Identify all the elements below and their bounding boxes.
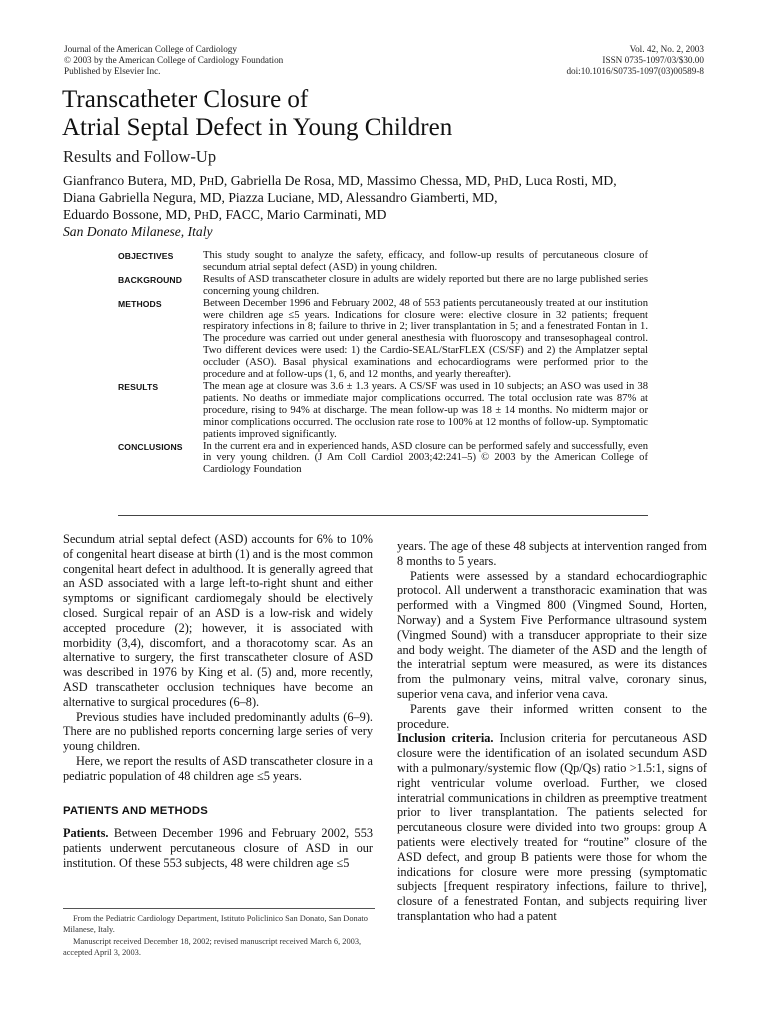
intro-paragraph-2: Previous studies have included predominantly adults (6–9). There are no published reports concerning large series of very young children. (63, 709, 373, 754)
patients-paragraph (63, 826, 373, 870)
paragraph-text: Between December 1996 and February 2002, 553 patients underwent percutaneous closure of ASD in our institution. Of these 553 subjects, 48 were children age ≤5 (63, 826, 373, 870)
abstract-methods (118, 298, 648, 381)
footnote-affiliation: From the Pediatric Cardiology Department, Istituto Policlinico San Donato, San Donato Milanese, Italy. (63, 914, 368, 934)
abstract-conclusions (118, 441, 648, 477)
body-column-left (63, 532, 373, 871)
authors-line-2: Diana Gabriella Negura, MD, Piazza Luciane, MD, Alessandro Giamberti, MD, (63, 190, 498, 205)
structured-abstract (118, 250, 648, 516)
abstract-text: The mean age at closure was 3.6 ± 1.3 years. A CS/SF was used in 10 subjects; an ASO was used in 38 patients. No deaths or immediate major complications occurred. The total occlusion rate was 87% at procedure, rising to 94% at discharge. The mean follow-up was 18 ± 14 months. No midterm major or minor complications occurred. The occlusion rate rose to 100% at 12 months of follow-up. Symptomatic patients improved significantly. (203, 380, 648, 440)
continued-paragraph: years. The age of these 48 subjects at intervention ranged from 8 months to 5 years. (397, 539, 707, 568)
doi-line: doi:10.1016/S0735-1097(03)00589-8 (566, 66, 704, 76)
abstract-label: CONCLUSIONS (118, 441, 183, 452)
abstract-text: In the current era and in experienced hands, ASD closure can be performed safely and successfully, even in very young children. (J Am Coll Cardiol 2003;42:241–5) © 2003 by the American College of Cardiology Foundation (203, 440, 648, 476)
abstract-objectives (118, 250, 648, 274)
affiliation: San Donato Milanese, Italy (63, 224, 213, 239)
journal-header (64, 44, 283, 77)
abstract-label: RESULTS (118, 381, 159, 392)
abstract-label: METHODS (118, 298, 162, 309)
article-title (62, 86, 452, 142)
copyright-line: © 2003 by the American College of Cardiology Foundation (64, 55, 284, 65)
echo-paragraph: Patients were assessed by a standard echocardiographic protocol. All underwent a transthoracic examination that was performed with a Vingmed 800 (Vingmed Sound, Horten, Norway) and a System Five Performance ultrasound system (Vingmed Sound) with a transducer appropriate to their size and body weight. The diameter of the ASD and the length of the interatrial septum were measured, as were its distances from the pulmonary veins, mitral valve, coronary sinus, superior vena cava, and inferior vena cava. (397, 568, 707, 701)
body-column-right (397, 539, 707, 924)
abstract-text: Results of ASD transcatheter closure in adults are widely reported but there are no large published series concerning young children. (203, 273, 648, 297)
runin-heading: Patients. (63, 826, 109, 841)
abstract-background (118, 274, 648, 298)
issn-line: ISSN 0735-1097/03/$30.00 (602, 55, 704, 65)
volume-line: Vol. 42, No. 2, 2003 (629, 44, 704, 54)
abstract-label: OBJECTIVES (118, 251, 174, 261)
title-line-1: Transcatheter Closure of (62, 86, 309, 113)
degree-phd: PhD (199, 173, 224, 188)
degree-phd: PhD (493, 173, 519, 188)
publisher-line: Published by Elsevier Inc. (64, 66, 161, 76)
authors-line-1: Gianfranco Butera, MD, PhD, Gabriella De Rosa, MD, Massimo Chessa, MD, PhD, Luca Rosti, MD, (63, 173, 617, 188)
footnote-manuscript-dates: Manuscript received December 18, 2002; revised manuscript received March 6, 2003, accepted April 3, 2003. (63, 937, 362, 957)
abstract-text: This study sought to analyze the safety, efficacy, and follow-up results of percutaneous closure of secundum atrial septal defect (ASD) in young children. (203, 250, 648, 273)
author-list (63, 172, 723, 223)
section-heading: PATIENTS AND METHODS (63, 804, 209, 817)
article-subtitle: Results and Follow-Up (63, 147, 217, 166)
intro-paragraph-3: Here, we report the results of ASD transcatheter closure in a pediatric population of 48 children age ≤5 years. (63, 753, 373, 783)
issue-info (566, 44, 704, 77)
authors-line-3: Eduardo Bossone, MD, PhD, FACC, Mario Carminati, MD (63, 207, 387, 222)
paragraph-text: Inclusion criteria for percutaneous ASD closure were the identification of an isolated secundum ASD with a pulmonary/systemic flow (Qp/Qs) ratio >1.5:1, signs of right ventricular volume overload. Further, we closed interatrial communications in children as preemptive treatment prior to liver transplantation. The patients selected for percutaneous closure were divided into two groups: group A patients were electively treated for “routine” closure of the ASD defect, and group B patients were those for whom the indications for closure were more pressing (symptomatic subjects [frequent respiratory infections, failure to thrive], closure of a fenestrated Fontan, and subjects requiring liver transplantation who had a patent (397, 731, 707, 923)
abstract-text: Between December 1996 and February 2002, 48 of 553 patients percutaneously treated at our institution were children age ≤5 years. Indications for closure were: elective closure in 32 patients; frequent respiratory infections in 8; failure to thrive in 2; liver transplantation in 5; and a fenestrated Fontan in 1. The procedure was carried out under general anesthesia with fluoroscopy and transesophageal control. Two different devices were used: 1) the Cardio-SEAL/StarFLEX (CS/SF) and 2) the Amplatzer septal occluder (ASO). Basal physical examinations and echocardiograms were performed prior to the procedure and at follow-ups (1, 6, and 12 months, and yearly thereafter). (203, 297, 648, 381)
abstract-results (118, 381, 648, 441)
consent-paragraph: Parents gave their informed written consent to the procedure. (397, 701, 707, 731)
journal-name: Journal of the American College of Cardiology (64, 44, 237, 54)
intro-paragraph-1: Secundum atrial septal defect (ASD) accounts for 6% to 10% of congenital heart disease at birth (1) and is the most common congenital heart defect in adulthood. It is generally agreed that an ASD associated with a large left-to-right shunt and either symptoms or significant cardiomegaly should be electively closed. Surgical repair of an ASD is a low-risk and widely accepted procedure (2); however, it is associated with morbidity (3,4), discomfort, and a thoracotomy scar. As an alternative to surgery, the first transcatheter closure of ASD was described in 1976 by King et al. (5) and, more recently, ASD transcatheter occlusion techniques have become an alternative to surgical procedures (6–8). (63, 532, 373, 709)
runin-heading: Inclusion criteria. (397, 731, 494, 746)
inclusion-paragraph (397, 731, 707, 923)
footnotes (63, 908, 375, 959)
degree-phd: PhD (194, 207, 219, 222)
title-line-2: Atrial Septal Defect in Young Children (62, 114, 453, 141)
abstract-label: BACKGROUND (118, 274, 183, 285)
